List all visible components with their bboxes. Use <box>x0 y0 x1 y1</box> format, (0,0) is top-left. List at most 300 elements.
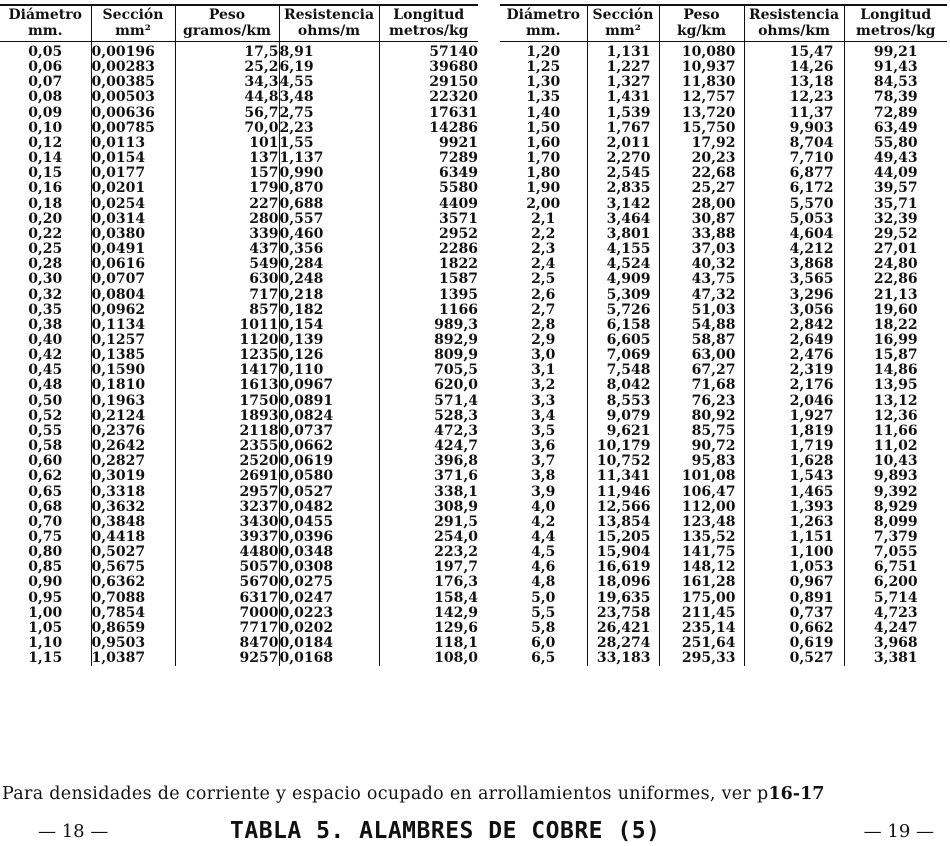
table-row <box>0 651 478 666</box>
table-cell: 197,7 <box>379 560 478 575</box>
table-cell: 2,6 <box>531 286 556 303</box>
table-cell: 55,80 <box>844 136 947 151</box>
table-cell: 13,18 <box>744 75 844 90</box>
table-row <box>500 575 947 590</box>
table-cell: 76,23 <box>659 394 744 409</box>
table-cell: 2,7 <box>531 301 556 318</box>
table-cell: 8,099 <box>844 515 947 530</box>
column-header-unit: metros/kg <box>856 23 936 39</box>
table-cell: 0,00503 <box>91 90 175 105</box>
table-cell: 15,750 <box>659 121 744 136</box>
table-cell: 0,2642 <box>91 439 175 454</box>
table-cell: 1,05 <box>28 619 63 636</box>
column-header-name: Peso <box>208 7 246 23</box>
table-row <box>500 303 947 318</box>
column-header-name: Peso <box>683 7 720 23</box>
table-row <box>0 500 478 515</box>
table-cell: 0,0247 <box>279 591 379 606</box>
table-cell: 0,0455 <box>279 515 379 530</box>
table-cell: 2952 <box>379 227 478 242</box>
table-cell: 0,0184 <box>279 636 379 651</box>
table-header <box>0 5 478 42</box>
table-cell: 254,0 <box>379 530 478 545</box>
table-cell: 0,40 <box>28 331 63 348</box>
table-cell: 3,0 <box>531 347 556 364</box>
table-cell: 0,0275 <box>279 575 379 590</box>
table-cell: 12,36 <box>844 409 947 424</box>
column-header <box>379 5 478 42</box>
table-row <box>0 439 478 454</box>
table-row <box>0 303 478 318</box>
table-cell: 1,00 <box>28 604 63 621</box>
table-cell: 2,842 <box>744 318 844 333</box>
table-cell: 1,80 <box>526 165 561 182</box>
table-row <box>500 378 947 393</box>
table-cell: 3,142 <box>587 197 659 212</box>
table-cell: 1,55 <box>279 136 379 151</box>
table-cell: 2286 <box>379 242 478 257</box>
table-row <box>500 90 947 105</box>
table-cell: 6349 <box>379 166 478 181</box>
table-cell: 0,28 <box>28 256 63 273</box>
table-cell: 101 <box>175 136 279 151</box>
column-header-unit: mm² <box>605 23 641 39</box>
table-cell: 16,99 <box>844 333 947 348</box>
table-cell: 0,3019 <box>91 469 175 484</box>
table-cell: 0,110 <box>279 363 379 378</box>
table-cell: 135,52 <box>659 530 744 545</box>
table-cell: 0,68 <box>28 498 63 515</box>
table-cell: 0,45 <box>28 362 63 379</box>
table-cell: 6,172 <box>744 181 844 196</box>
table-cell: 12,23 <box>744 90 844 105</box>
table-cell: 175,00 <box>659 591 744 606</box>
table-cell: 1,30 <box>526 74 561 91</box>
table-cell: 5,714 <box>844 591 947 606</box>
table-cell: 0,58 <box>28 438 63 455</box>
table-cell: 396,8 <box>379 454 478 469</box>
table-cell: 78,39 <box>844 90 947 105</box>
table-cell: 25,27 <box>659 181 744 196</box>
table-row <box>500 515 947 530</box>
table-cell: 0,05 <box>28 44 63 60</box>
table-cell: 2,8 <box>531 316 556 333</box>
table-cell: 0,688 <box>279 197 379 212</box>
table-cell: 11,830 <box>659 75 744 90</box>
table-cell: 3,6 <box>531 438 556 455</box>
table-cell: 339 <box>175 227 279 242</box>
table-cell: 0,891 <box>744 591 844 606</box>
table-cell: 30,87 <box>659 212 744 227</box>
table-cell: 1,40 <box>526 104 561 121</box>
table-cell: 0,6362 <box>91 575 175 590</box>
table-cell: 0,3848 <box>91 515 175 530</box>
table-row <box>500 227 947 242</box>
page-number-right: — 19 — <box>863 821 934 842</box>
note-text: Para densidades de corriente y espacio ocupado en arrollamientos uniformes, ver p <box>2 784 769 804</box>
table-row <box>0 212 478 227</box>
table-row <box>0 636 478 651</box>
table-cell: 1,90 <box>526 180 561 197</box>
table-cell: 0,07 <box>28 74 63 91</box>
table-cell: 0,1257 <box>91 333 175 348</box>
copper-wire-table-left <box>0 4 478 666</box>
table-cell: 0,619 <box>744 636 844 651</box>
table-cell: 4480 <box>175 545 279 560</box>
table-cell: 0,0202 <box>279 621 379 636</box>
table-cell: 1750 <box>175 394 279 409</box>
table-cell: 3,868 <box>744 257 844 272</box>
table-cell: 0,85 <box>28 559 63 576</box>
table-cell: 1,70 <box>526 150 561 167</box>
table-cell: 2,649 <box>744 333 844 348</box>
table-cell: 1,60 <box>526 134 561 151</box>
note-page-reference: 16-17 <box>768 784 825 804</box>
column-header-unit: mm. <box>27 23 63 39</box>
table-cell: 0,0154 <box>91 151 175 166</box>
table-cell: 3,2 <box>531 377 556 394</box>
table-cell: 6,751 <box>844 560 947 575</box>
table-cell: 571,4 <box>379 394 478 409</box>
table-cell: 0,48 <box>28 377 63 394</box>
table-cell: 4,723 <box>844 606 947 621</box>
table-cell: 142,9 <box>379 606 478 621</box>
table-row <box>500 75 947 90</box>
table-row <box>0 363 478 378</box>
table-cell: 0,870 <box>279 181 379 196</box>
table-cell: 4,155 <box>587 242 659 257</box>
table-cell: 84,53 <box>844 75 947 90</box>
table-cell: 0,2827 <box>91 454 175 469</box>
table-row <box>500 212 947 227</box>
table-cell: 528,3 <box>379 409 478 424</box>
table-cell: 7,379 <box>844 530 947 545</box>
table-row <box>500 333 947 348</box>
table-cell: 0,2124 <box>91 409 175 424</box>
table-cell: 3,7 <box>531 453 556 470</box>
table-cell: 3,968 <box>844 636 947 651</box>
table-cell: 16,619 <box>587 560 659 575</box>
table-cell: 0,0177 <box>91 166 175 181</box>
table-cell: 2,046 <box>744 394 844 409</box>
table-cell: 3,381 <box>844 651 947 666</box>
column-header-name: Resistencia <box>748 7 840 23</box>
table-cell: 1,227 <box>587 60 659 75</box>
table-cell: 1,35 <box>526 89 561 106</box>
table-cell: 1235 <box>175 348 279 363</box>
table-cell: 2,00 <box>526 195 561 212</box>
table-cell: 227 <box>175 197 279 212</box>
table-cell: 58,87 <box>659 333 744 348</box>
table-cell: 4,0 <box>531 498 556 515</box>
table-cell: 5,726 <box>587 303 659 318</box>
table-cell: 308,9 <box>379 500 478 515</box>
table-cell: 9921 <box>379 136 478 151</box>
table-cell: 424,7 <box>379 439 478 454</box>
table-cell: 0,0527 <box>279 485 379 500</box>
table-cell: 158,4 <box>379 591 478 606</box>
table-row <box>500 621 947 636</box>
table-row <box>0 530 478 545</box>
table-row <box>0 454 478 469</box>
table-row <box>0 136 478 151</box>
column-header-unit: kg/km <box>676 23 727 39</box>
table-cell: 8470 <box>175 636 279 651</box>
column-header <box>175 5 279 42</box>
table-cell: 1,137 <box>279 151 379 166</box>
table-cell: 3,5 <box>531 422 556 439</box>
table-row <box>0 272 478 287</box>
table-cell: 0,218 <box>279 288 379 303</box>
table-cell: 0,527 <box>744 651 844 666</box>
table-cell: 2,176 <box>744 378 844 393</box>
table-cell: 717 <box>175 288 279 303</box>
table-cell: 0,00196 <box>91 42 175 61</box>
table-cell: 0,25 <box>28 241 63 258</box>
column-header-unit: metros/kg <box>389 23 469 39</box>
table-cell: 0,14 <box>28 150 63 167</box>
table-cell: 0,18 <box>28 195 63 212</box>
table-row <box>500 606 947 621</box>
table-cell: 0,990 <box>279 166 379 181</box>
table-row <box>500 424 947 439</box>
table-row <box>0 121 478 136</box>
table-cell: 0,0737 <box>279 424 379 439</box>
table-cell: 0,0348 <box>279 545 379 560</box>
table-cell: 0,5027 <box>91 545 175 560</box>
table-cell: 176,3 <box>379 575 478 590</box>
table-cell: 0,55 <box>28 422 63 439</box>
table-cell: 5,309 <box>587 288 659 303</box>
column-header <box>0 5 91 42</box>
table-cell: 9,903 <box>744 121 844 136</box>
table-cell: 13,854 <box>587 515 659 530</box>
table-cell: 0,0967 <box>279 378 379 393</box>
table-cell: 63,00 <box>659 348 744 363</box>
table-cell: 0,284 <box>279 257 379 272</box>
table-cell: 2,9 <box>531 331 556 348</box>
table-cell: 24,80 <box>844 257 947 272</box>
table-cell: 9,893 <box>844 469 947 484</box>
table-row <box>0 333 478 348</box>
table-cell: 0,460 <box>279 227 379 242</box>
table-cell: 5,570 <box>744 197 844 212</box>
table-cell: 371,6 <box>379 469 478 484</box>
table-row <box>0 560 478 575</box>
table-cell: 0,8659 <box>91 621 175 636</box>
table-cell: 56,7 <box>175 106 279 121</box>
table-cell: 15,87 <box>844 348 947 363</box>
table-cell: 4,55 <box>279 75 379 90</box>
table-row <box>500 651 947 666</box>
table-cell: 3,9 <box>531 483 556 500</box>
table-cell: 0,00636 <box>91 106 175 121</box>
table-cell: 0,2376 <box>91 424 175 439</box>
table-cell: 99,21 <box>844 42 947 61</box>
table-cell: 338,1 <box>379 485 478 500</box>
table-row <box>500 242 947 257</box>
table-row <box>0 151 478 166</box>
table-cell: 1,10 <box>28 635 63 652</box>
table-cell: 6317 <box>175 591 279 606</box>
table-cell: 7,055 <box>844 545 947 560</box>
table-cell: 1,131 <box>587 42 659 61</box>
table-row <box>500 136 947 151</box>
table-row <box>0 409 478 424</box>
table-cell: 6,19 <box>279 60 379 75</box>
table-cell: 0,75 <box>28 529 63 545</box>
table-cell: 0,30 <box>28 271 63 288</box>
table-row <box>0 591 478 606</box>
table-cell: 1,539 <box>587 106 659 121</box>
table-row <box>500 469 947 484</box>
table-cell: 989,3 <box>379 318 478 333</box>
table-cell: 2520 <box>175 454 279 469</box>
table-row <box>0 288 478 303</box>
table-cell: 11,341 <box>587 469 659 484</box>
table-cell: 12,566 <box>587 500 659 515</box>
column-header-unit: gramos/km <box>183 23 271 39</box>
table-cell: 26,421 <box>587 621 659 636</box>
table-cell: 0,0662 <box>279 439 379 454</box>
table-cell: 2,011 <box>587 136 659 151</box>
table-cell: 705,5 <box>379 363 478 378</box>
table-cell: 0,0380 <box>91 227 175 242</box>
table-cell: 4,5 <box>531 544 556 561</box>
column-header-name: Sección <box>592 7 654 23</box>
table-row <box>500 60 947 75</box>
table-row <box>0 106 478 121</box>
table-cell: 472,3 <box>379 424 478 439</box>
column-header-name: Longitud <box>393 7 465 23</box>
table-cell: 0,1810 <box>91 378 175 393</box>
table-cell: 3,801 <box>587 227 659 242</box>
column-header <box>91 5 175 42</box>
table-cell: 549 <box>175 257 279 272</box>
table-cell: 1,767 <box>587 121 659 136</box>
table-cell: 28,00 <box>659 197 744 212</box>
page-footer <box>0 818 950 844</box>
table-row <box>0 257 478 272</box>
table-cell: 7,710 <box>744 151 844 166</box>
table-cell: 0,182 <box>279 303 379 318</box>
table-cell: 1893 <box>175 409 279 424</box>
table-cell: 15,205 <box>587 530 659 545</box>
table-cell: 4,2 <box>531 513 556 530</box>
column-header <box>744 5 844 42</box>
table-cell: 4,247 <box>844 621 947 636</box>
table-cell: 0,09 <box>28 104 63 121</box>
table-cell: 0,0962 <box>91 303 175 318</box>
table-row <box>0 575 478 590</box>
table-cell: 106,47 <box>659 485 744 500</box>
table-cell: 295,33 <box>659 651 744 666</box>
column-header-name: Diámetro <box>506 7 580 23</box>
table-cell: 11,66 <box>844 424 947 439</box>
table-cell: 0,3318 <box>91 485 175 500</box>
table-cell: 0,95 <box>28 589 63 606</box>
table-cell: 6,605 <box>587 333 659 348</box>
table-cell: 3937 <box>175 530 279 545</box>
table-cell: 22320 <box>379 90 478 105</box>
table-cell: 39,57 <box>844 181 947 196</box>
table-row <box>0 378 478 393</box>
table-cell: 0,1385 <box>91 348 175 363</box>
table-cell: 0,00785 <box>91 121 175 136</box>
page-number-left: — 18 — <box>38 821 109 842</box>
table-cell: 137 <box>175 151 279 166</box>
table-cell: 0,0168 <box>279 651 379 666</box>
table-cell: 5,8 <box>531 619 556 636</box>
table-cell: 17631 <box>379 106 478 121</box>
table-cell: 0,50 <box>28 392 63 409</box>
table-cell: 1,543 <box>744 469 844 484</box>
table-cell: 51,03 <box>659 303 744 318</box>
table-cell: 5057 <box>175 560 279 575</box>
table-cell: 809,9 <box>379 348 478 363</box>
table-row <box>0 485 478 500</box>
table-cell: 8,929 <box>844 500 947 515</box>
table-cell: 0,38 <box>28 316 63 333</box>
table-cell: 0,1590 <box>91 363 175 378</box>
table-cell: 95,83 <box>659 454 744 469</box>
column-header <box>587 5 659 42</box>
table-row <box>500 560 947 575</box>
table-row <box>500 166 947 181</box>
table-cell: 5670 <box>175 575 279 590</box>
table-cell: 4,4 <box>531 529 556 545</box>
table-cell: 6,0 <box>531 635 556 652</box>
table-cell: 0,80 <box>28 544 63 561</box>
table-cell: 20,23 <box>659 151 744 166</box>
table-cell: 4,6 <box>531 559 556 576</box>
column-header <box>500 5 587 42</box>
table-cell: 2,5 <box>531 271 556 288</box>
table-cell: 10,752 <box>587 454 659 469</box>
table-cell: 4409 <box>379 197 478 212</box>
copper-wire-table-right <box>500 4 947 666</box>
table-cell: 1613 <box>175 378 279 393</box>
table-cell: 40,32 <box>659 257 744 272</box>
table-cell: 6,158 <box>587 318 659 333</box>
table-cell: 0,0491 <box>91 242 175 257</box>
table-cell: 0,35 <box>28 301 63 318</box>
table-cell: 4,604 <box>744 227 844 242</box>
table-cell: 437 <box>175 242 279 257</box>
table-cell: 0,356 <box>279 242 379 257</box>
table-row <box>0 545 478 560</box>
table-cell: 0,10 <box>28 119 63 136</box>
column-header-name: Longitud <box>860 7 932 23</box>
table-row <box>0 90 478 105</box>
table-cell: 0,1963 <box>91 394 175 409</box>
table-row <box>500 151 947 166</box>
table-cell: 2691 <box>175 469 279 484</box>
table-cell: 22,86 <box>844 272 947 287</box>
table-row <box>500 636 947 651</box>
table-cell: 7000 <box>175 606 279 621</box>
table-row <box>500 545 947 560</box>
table-cell: 25,2 <box>175 60 279 75</box>
table-cell: 57140 <box>379 42 478 61</box>
table-row <box>500 530 947 545</box>
table-row <box>0 606 478 621</box>
table-cell: 13,720 <box>659 106 744 121</box>
table-cell: 44,8 <box>175 90 279 105</box>
table-cell: 108,0 <box>379 651 478 666</box>
table-cell: 141,75 <box>659 545 744 560</box>
table-cell: 0,62 <box>28 468 63 485</box>
